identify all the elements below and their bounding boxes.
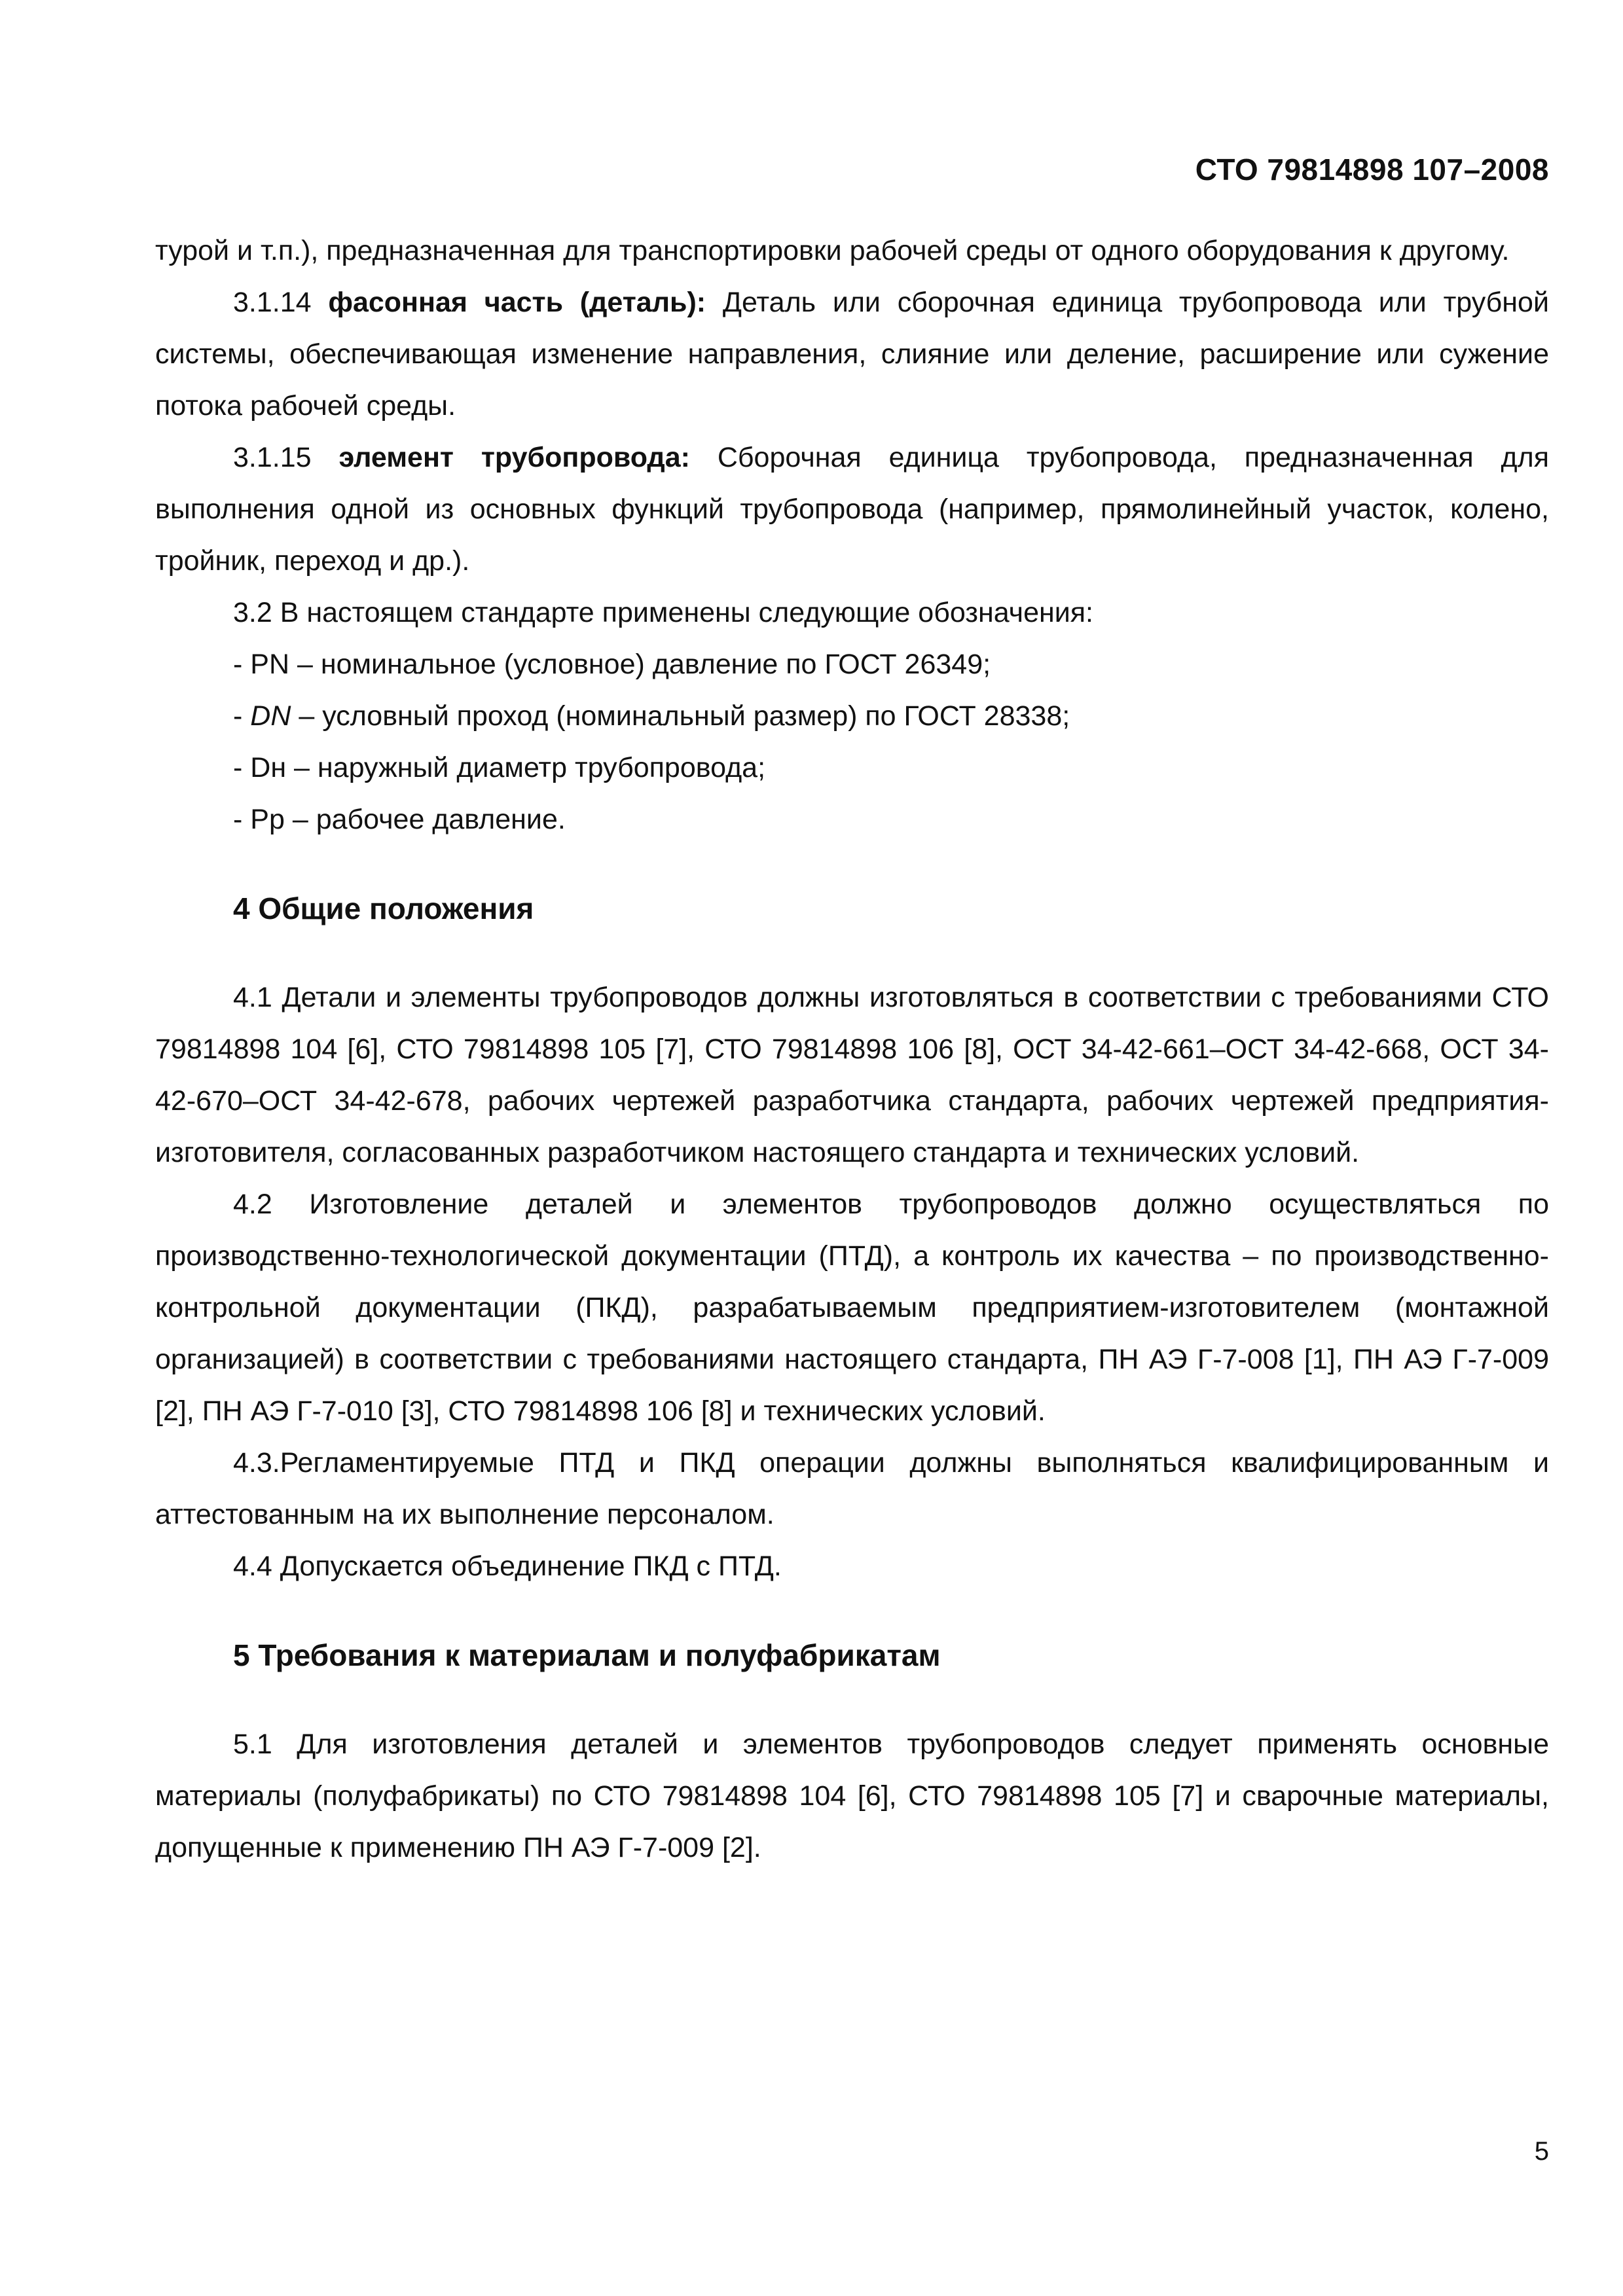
list-item bbox=[155, 742, 1549, 794]
paragraph-continuation: турой и т.п.), предназначенная для транспортировки рабочей среды от одного оборудования к другому. bbox=[155, 235, 1510, 266]
symbol-description: – номинальное (условное) давление по ГОСТ 26349; bbox=[289, 649, 991, 680]
symbol: PN bbox=[250, 649, 290, 680]
spacer bbox=[155, 1681, 1549, 1719]
paragraph-3-2: 3.2 В настоящем стандарте применены следующие обозначения: bbox=[233, 597, 1093, 628]
list-dash: - bbox=[233, 649, 251, 680]
list-item bbox=[155, 639, 1549, 691]
clause-number: 3.1.14 bbox=[233, 287, 329, 318]
symbol: Рр bbox=[250, 804, 285, 835]
spacer bbox=[155, 1592, 1549, 1630]
symbol: Dн bbox=[250, 752, 287, 783]
term-name: фасонная часть (деталь): bbox=[328, 287, 706, 318]
page-number: 5 bbox=[1534, 2137, 1549, 2166]
paragraph-3-1-15 bbox=[155, 432, 1549, 587]
list-dash: - bbox=[233, 700, 251, 732]
paragraph-4-4: 4.4 Допускается объединение ПКД с ПТД. bbox=[233, 1551, 782, 1582]
paragraph-4-1: 4.1 Детали и элементы трубопроводов должны изготовляться в соответствии с требованиями СТО 79814898 104 [6], СТО 79814898 105 [7], СТО 79814898 106 [8], ОСТ 34-42-661–ОСТ 34-42-668, ОСТ 34-42-670–ОСТ 34-42-678, рабочих чертежей разработчика стандарта, рабочих чертежей предприятия-изготовителя, согласованных разработчиком настоящего стандарта и технических условий. bbox=[155, 982, 1549, 1168]
list-dash: - bbox=[233, 804, 251, 835]
list-dash: - bbox=[233, 752, 251, 783]
list-item bbox=[155, 794, 1549, 846]
symbol-description: – рабочее давление. bbox=[284, 804, 566, 835]
spacer bbox=[155, 935, 1549, 972]
symbol-description: – наружный диаметр трубопровода; bbox=[286, 752, 766, 783]
section-5-title: 5 Требования к материалам и полуфабрикатам bbox=[233, 1638, 941, 1672]
clause-number: 3.1.15 bbox=[233, 442, 339, 473]
paragraph-5-1: 5.1 Для изготовления деталей и элементов трубопроводов следует применять основные материалы (полуфабрикаты) по СТО 79814898 104 [6], СТО 79814898 105 [7] и сварочные материалы, допущенные к применению ПН АЭ Г-7-009 [2]. bbox=[155, 1729, 1549, 1863]
paragraph-4-2: 4.2 Изготовление деталей и элементов трубопроводов должно осуществляться по производственно-технологической документации (ПТД), а контроль их качества – по производственно-контрольной документации (ПКД), разрабатываемым предприятием-изготовителем (монтажной организацией) в соответствии с требованиями настоящего стандарта, ПН АЭ Г-7-008 [1], ПН АЭ Г-7-009 [2], ПН АЭ Г-7-010 [3], СТО 79814898 106 [8] и технических условий. bbox=[155, 1189, 1549, 1427]
paragraph-3-1-14 bbox=[155, 277, 1549, 432]
document-code-header: СТО 79814898 107–2008 bbox=[1195, 152, 1549, 187]
list-item bbox=[155, 691, 1549, 742]
spacer bbox=[155, 846, 1549, 883]
symbol-description: – условный проход (номинальный размер) по ГОСТ 28338; bbox=[291, 700, 1070, 732]
term-definition: Сборочная единица трубопровода, предназначенная для выполнения одной из основных функций трубопровода (например, прямолинейный участок, колено, тройник, переход и др.). bbox=[155, 442, 1550, 577]
symbol: DN bbox=[250, 700, 291, 732]
document-body bbox=[155, 225, 1549, 1874]
term-name: элемент трубопровода: bbox=[338, 442, 690, 473]
section-4-title: 4 Общие положения bbox=[233, 891, 534, 925]
term-definition: Деталь или сборочная единица трубопровода или трубной системы, обеспечивающая изменение направления, слияние или деление, расширение или сужение потока рабочей среды. bbox=[155, 287, 1549, 422]
paragraph-4-3: 4.3.Регламентируемые ПТД и ПКД операции должны выполняться квалифицированным и аттестованным на их выполнение персоналом. bbox=[155, 1447, 1549, 1530]
